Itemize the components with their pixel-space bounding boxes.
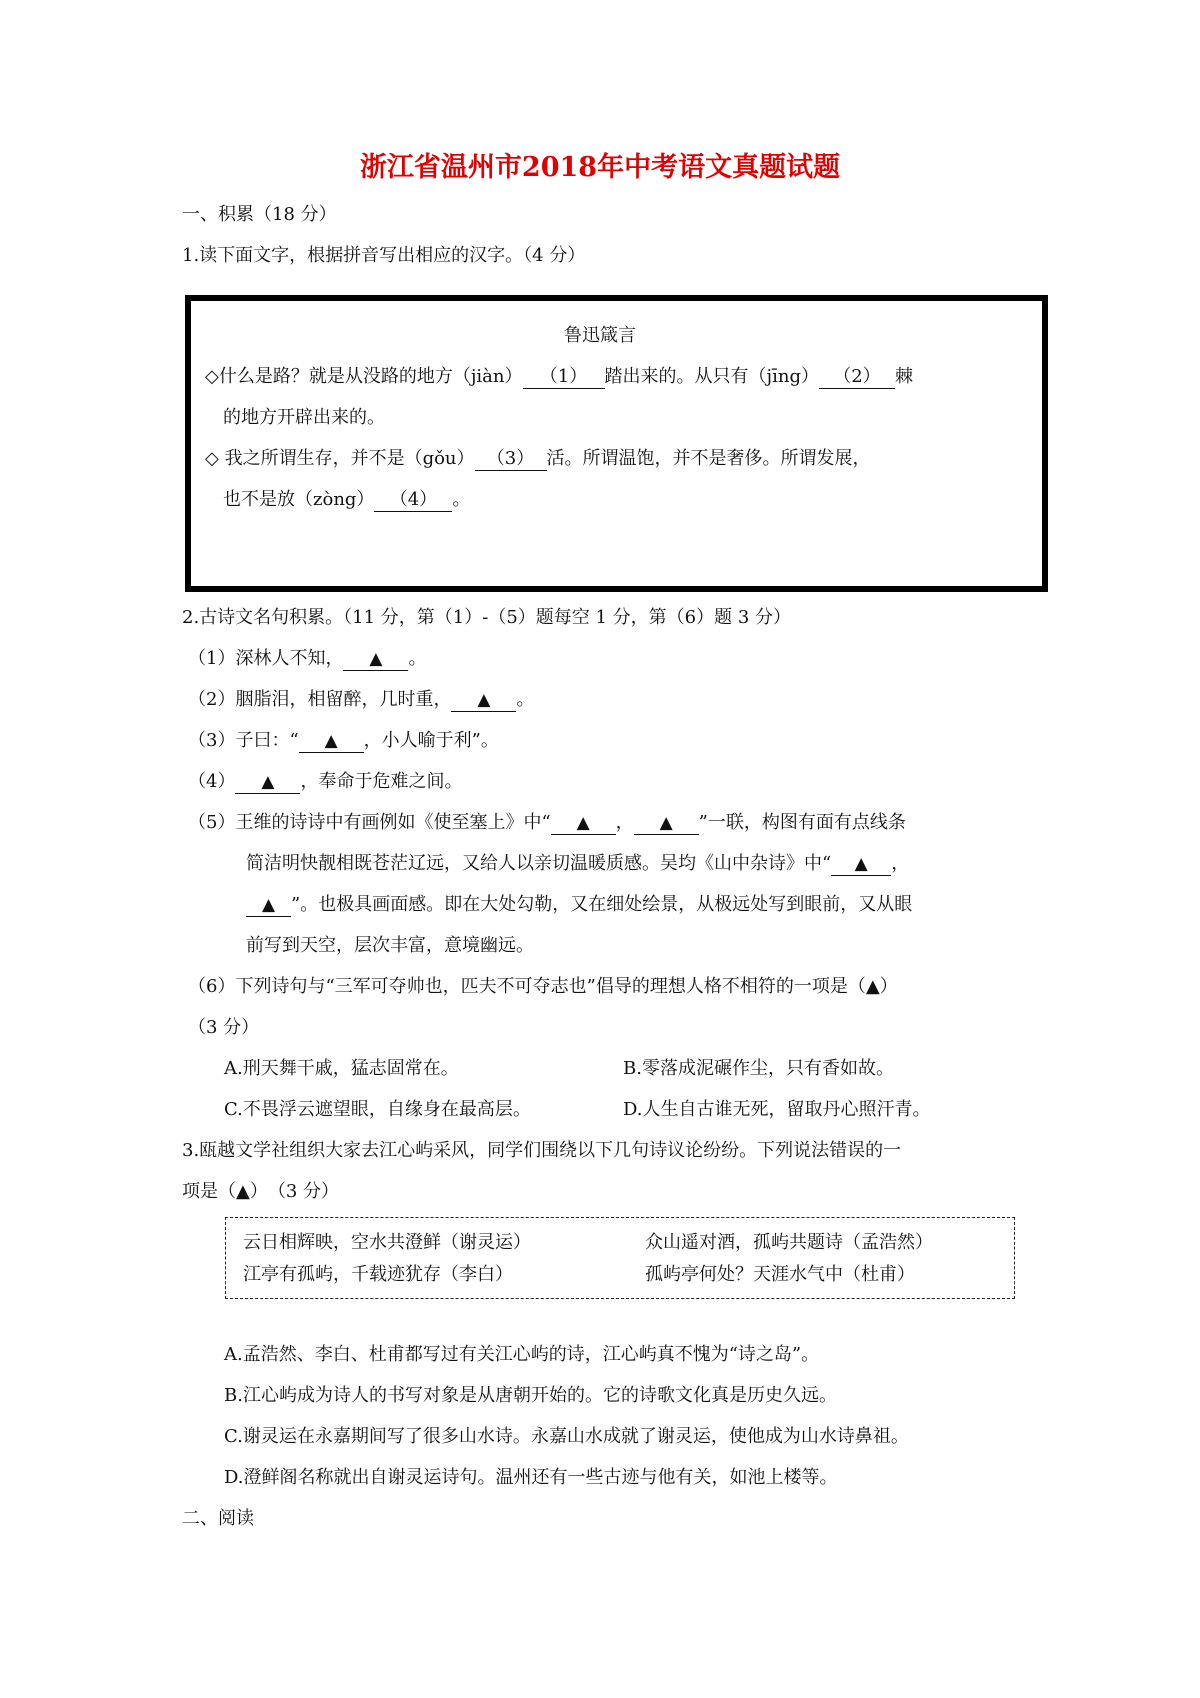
- answer-blank[interactable]: [246, 894, 291, 917]
- q2-item-3: （3）子曰：“ ▲ ，小人喻于利”。: [188, 730, 499, 751]
- poem-4: 孤屿亭何处？天涯水气中（杜甫）: [645, 1264, 915, 1285]
- box-title: 鲁迅箴言: [564, 325, 636, 346]
- triangle-icon: ▲: [576, 813, 590, 833]
- q2-item-5-line-2: 简洁明快靓相既苍茫辽远，又给人以亲切温暖质感。吴均《山中杂诗》中“ ▲ ，: [246, 853, 910, 874]
- answer-blank[interactable]: [299, 730, 364, 753]
- triangle-icon: ▲: [261, 895, 276, 915]
- q2-item-1: （1）深林人不知， ▲ 。: [188, 648, 427, 669]
- box-line-2: 的地方开辟出来的。: [223, 407, 385, 428]
- q2-option-b: B.零落成泥碾作尘，只有香如故。: [623, 1058, 894, 1079]
- q2-item-6-line-2: （3 分）: [188, 1017, 260, 1038]
- triangle-icon: ▲: [477, 690, 491, 710]
- answer-blank[interactable]: [451, 689, 516, 712]
- poem-3: 江亭有孤屿，千载迹犹存（李白）: [243, 1264, 513, 1285]
- blank-1[interactable]: （1）: [523, 366, 605, 389]
- poem-1: 云日相辉映，空水共澄鲜（谢灵运）: [243, 1232, 531, 1253]
- question-3-line-1: 3.瓯越文学社组织大家去江心屿采风，同学们围绕以下几句诗议论纷纷。下列说法错误的一: [182, 1140, 902, 1161]
- answer-blank[interactable]: [831, 853, 891, 876]
- blank-4[interactable]: （4）: [374, 489, 452, 512]
- blank-2[interactable]: （2）: [819, 366, 895, 389]
- question-3-line-2: 项是（▲） （3 分）: [182, 1181, 340, 1202]
- box-line-4: 也不是放（zòng） （4） 。: [223, 489, 471, 510]
- triangle-icon: ▲: [324, 731, 338, 751]
- triangle-icon: ▲: [369, 649, 383, 669]
- q2-item-5-line-4: 前写到天空，层次丰富，意境幽远。: [246, 935, 534, 956]
- section-heading-1: 一、积累（18 分）: [182, 204, 337, 225]
- triangle-icon: ▲: [261, 772, 275, 792]
- box-line-1: ◇什么是路？就是从没路的地方（jiàn） （1） 踏出来的。从只有（jīng） （2） 棘: [205, 366, 913, 387]
- q2-item-5-line-3: ▲ ”。也极具画面感。即在大处勾勒，又在细处绘景，从极远处写到眼前，又从眼: [246, 892, 912, 918]
- triangle-icon: ▲: [854, 854, 868, 874]
- q2-option-d: D.人生自古谁无死，留取丹心照汗青。: [623, 1099, 931, 1120]
- answer-blank[interactable]: [235, 771, 300, 794]
- q3-option-c: C.谢灵运在永嘉期间写了很多山水诗。永嘉山水成就了谢灵运，使他成为山水诗鼻祖。: [224, 1426, 909, 1447]
- question-2: 2.古诗文名句积累。（11 分，第（1）-（5）题每空 1 分，第（6）题 3 分）: [182, 607, 792, 628]
- answer-blank[interactable]: [343, 648, 408, 671]
- q2-item-6-line-1: （6）下列诗句与“三军可夺帅也，匹夫不可夺志也”倡导的理想人格不相符的一项是（▲）: [188, 976, 898, 997]
- q2-item-2: （2）胭脂泪，相留醉，几时重， ▲ 。: [188, 689, 535, 710]
- q2-item-5-line-1: （5）王维的诗诗中有画例如《使至塞上》中“ ▲ ， ▲ ”一联，构图有面有点线条: [188, 812, 906, 833]
- blank-3[interactable]: （3）: [475, 448, 547, 471]
- q3-option-a: A.孟浩然、李白、杜甫都写过有关江心屿的诗，江心屿真不愧为“诗之岛”。: [224, 1344, 820, 1365]
- triangle-icon: ▲: [659, 813, 673, 833]
- answer-blank[interactable]: [634, 812, 699, 835]
- q3-option-d: D.澄鲜阁名称就出自谢灵运诗句。温州还有一些古迹与他有关，如池上楼等。: [224, 1467, 838, 1488]
- page-title: 浙江省温州市2018年中考语文真题试题: [359, 152, 841, 183]
- answer-blank[interactable]: [551, 812, 616, 835]
- section-heading-2: 二、阅读: [182, 1508, 254, 1529]
- q2-option-c: C.不畏浮云遮望眼，自缘身在最高层。: [224, 1099, 531, 1120]
- q2-option-a: A.刑天舞干戚，猛志固常在。: [224, 1058, 459, 1079]
- q2-item-4: （4） ▲ ，奉命于危难之间。: [188, 771, 463, 792]
- q3-option-b: B.江心屿成为诗人的书写对象是从唐朝开始的。它的诗歌文化真是历史久远。: [224, 1385, 837, 1406]
- question-1: 1.读下面文字，根据拼音写出相应的汉字。（4 分）: [182, 245, 586, 266]
- box-line-3: ◇ 我之所谓生存，并不是（gǒu） （3） 活。所谓温饱，并不是奢侈。所谓发展，: [205, 448, 871, 469]
- poem-2: 众山遥对酒，孤屿共题诗（孟浩然）: [645, 1232, 933, 1253]
